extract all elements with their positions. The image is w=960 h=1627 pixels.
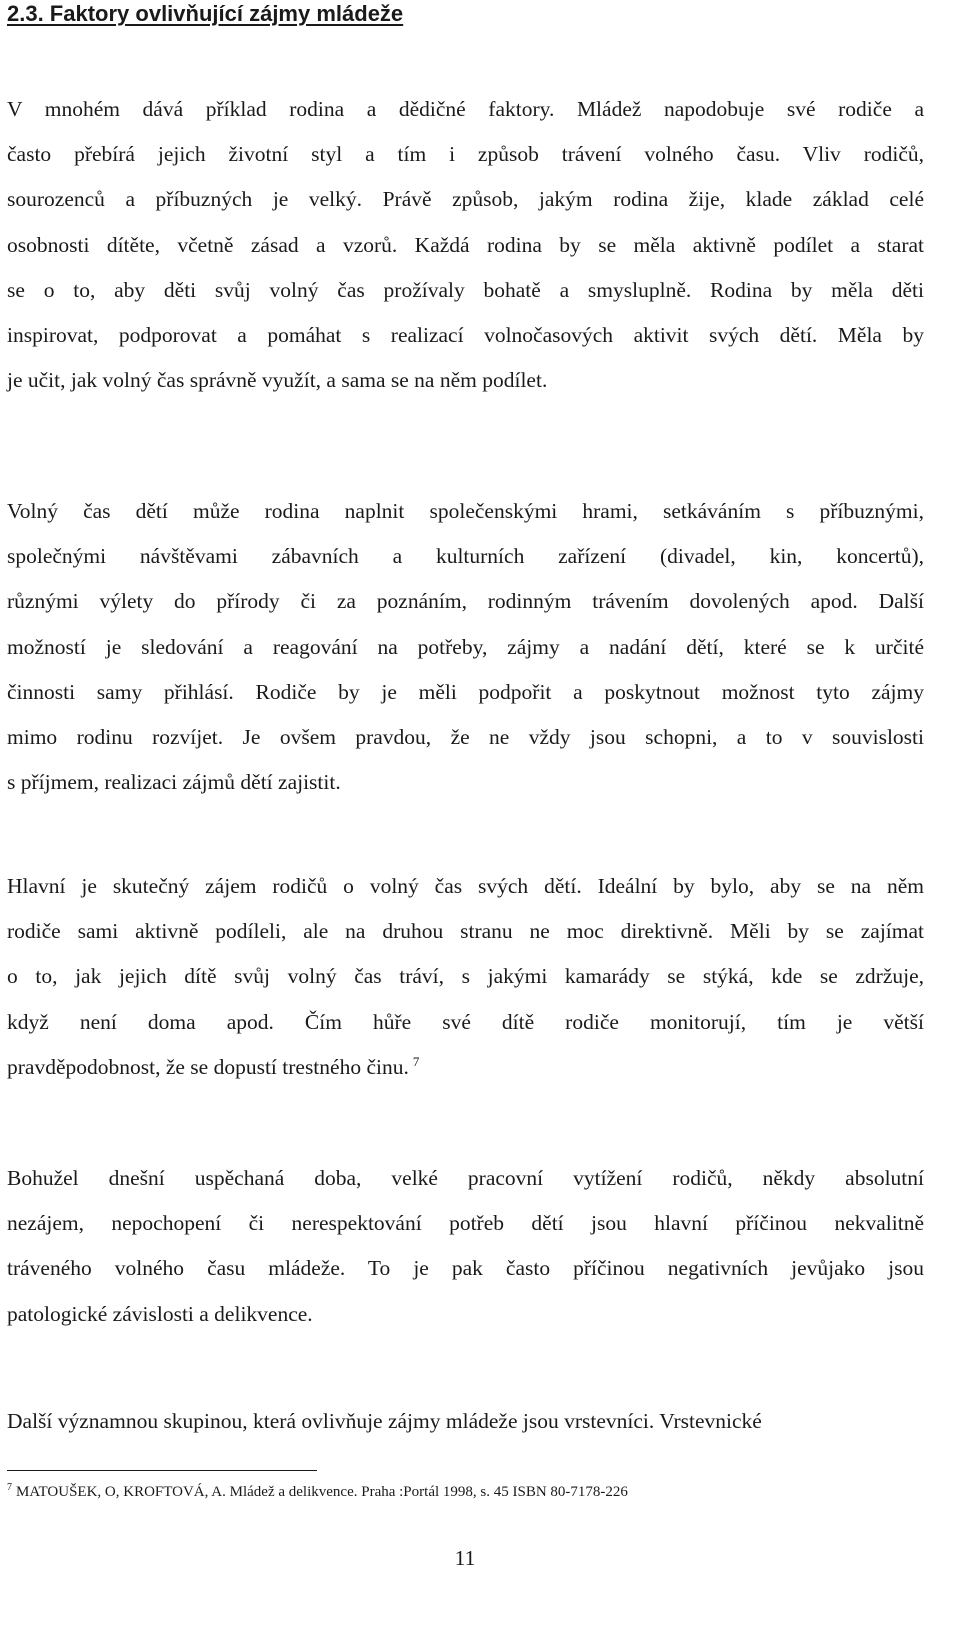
text-line-content: pravděpodobnost, že se dopustí trestného činu.	[7, 1054, 409, 1079]
text-line: osobnosti dítěte, včetně zásad a vzorů. Každá rodina by se měla aktivně podílet a starat	[7, 232, 924, 257]
text-line: je učit, jak volný čas správně využít, a sama se na něm podílet.	[7, 368, 548, 393]
text-line: když není doma apod. Čím hůře své dítě rodiče monitorují, tím je větší	[7, 1009, 924, 1034]
page-number: 11	[454, 1546, 476, 1570]
text-line: s příjmem, realizaci zájmů dětí zajistit.	[7, 770, 341, 795]
text-line: o to, jak jejich dítě svůj volný čas tráví, s jakými kamarády se stýká, kde se zdržuje,	[7, 964, 924, 989]
footnote-separator	[7, 1470, 317, 1471]
paragraph-modern-times	[7, 1156, 924, 1337]
section-heading: 2.3. Faktory ovlivňující zájmy mládeže	[7, 1, 404, 26]
text-line: mimo rodinu rozvíjet. Je ovšem pravdou, že ne vždy jsou schopni, a to v souvislosti	[7, 725, 924, 750]
footnote-reference: 7	[412, 1053, 420, 1069]
text-line: patologické závislosti a delikvence.	[7, 1301, 313, 1326]
text-line: sourozenců a příbuzných je velký. Právě způsob, jakým rodina žije, klade základ celé	[7, 187, 924, 212]
footnote-text: MATOUŠEK, O, KROFTOVÁ, A. Mládež a delikvence. Praha :Portál 1998, s. 45 ISBN 80-7178-226	[16, 1484, 628, 1500]
text-line: rodiče sami aktivně podíleli, ale na druhou stranu ne moc direktivně. Měli by se zajímat	[7, 919, 924, 944]
text-line: společnými návštěvami zábavních a kulturních zařízení (divadel, kin, koncertů),	[7, 544, 924, 569]
paragraph-parental-interest	[7, 864, 924, 1090]
text-line: různými výlety do přírody či za poznáním, rodinným trávením dovolených apod. Další	[7, 589, 924, 614]
footnote-mark: 7	[7, 1482, 12, 1493]
text-line: Bohužel dnešní uspěchaná doba, velké pracovní vytížení rodičů, někdy absolutní	[7, 1166, 924, 1190]
text-line: možností je sledování a reagování na potřeby, zájmy a nadání dětí, které se k určité	[7, 634, 924, 659]
text-line: tráveného volného času mládeže. To je pak často příčinou negativních jevůjako jsou	[7, 1256, 924, 1281]
text-line: nezájem, nepochopení či nerespektování potřeb dětí jsou hlavní příčinou nekvalitně	[7, 1211, 924, 1236]
footnote	[7, 1482, 628, 1502]
text-line: inspirovat, podporovat a pomáhat s realizací volnočasových aktivit svých dětí. Měla by	[7, 323, 924, 348]
text-line: se o to, aby děti svůj volný čas prožívaly bohatě a smysluplně. Rodina by měla děti	[7, 277, 924, 302]
text-line: Volný čas dětí může rodina naplnit společenskými hrami, setkáváním s příbuznými,	[7, 499, 924, 523]
text-line	[7, 1045, 924, 1090]
text-line: činnosti samy přihlásí. Rodiče by je měli podpořit a poskytnout možnost tyto zájmy	[7, 679, 924, 704]
text-line: Další významnou skupinou, která ovlivňuje zájmy mládeže jsou vrstevníci. Vrstevnické	[7, 1409, 762, 1433]
text-line: V mnohém dává příklad rodina a dědičné faktory. Mládež napodobuje své rodiče a	[7, 97, 924, 121]
text-line: Hlavní je skutečný zájem rodičů o volný čas svých dětí. Ideální by bylo, aby se na něm	[7, 874, 924, 898]
paragraph-family-leisure	[7, 489, 924, 805]
paragraph-peers	[7, 1399, 924, 1444]
text-line: často přebírá jejich životní styl a tím i způsob trávení volného času. Vliv rodičů,	[7, 142, 924, 167]
paragraph-family-example	[7, 87, 924, 403]
